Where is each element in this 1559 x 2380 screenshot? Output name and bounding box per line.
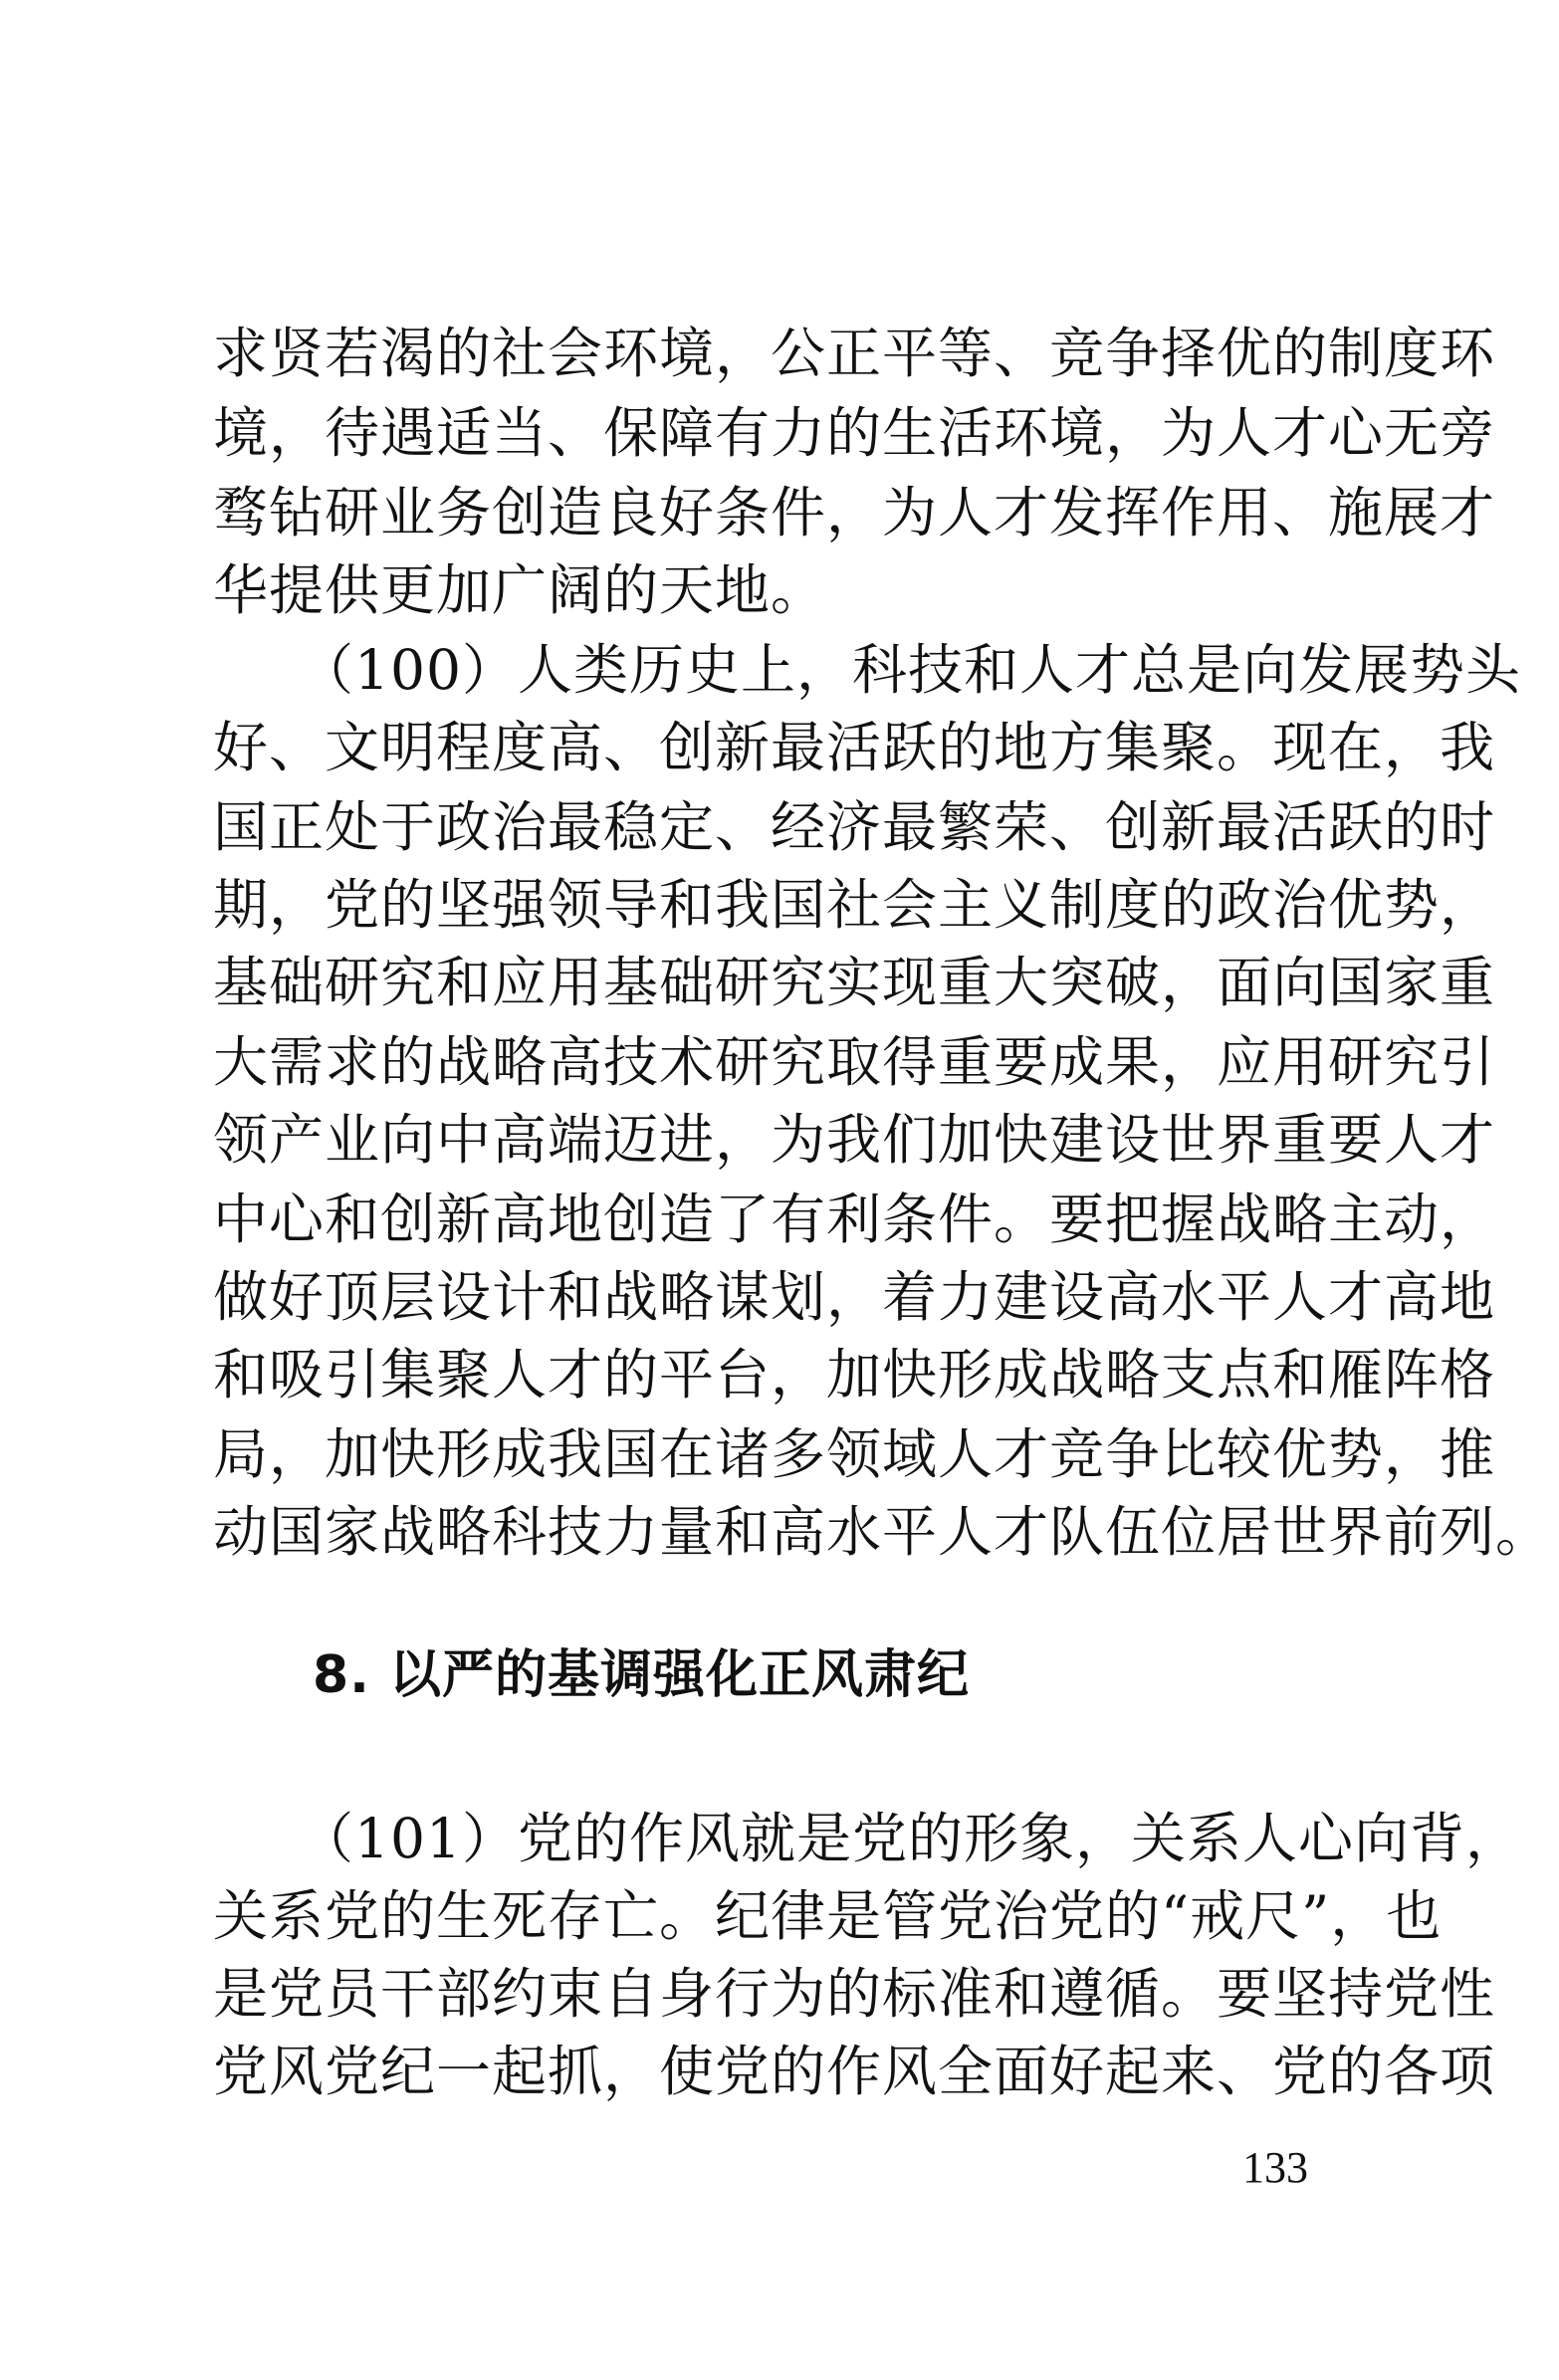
text-line: （101）党的作风就是党的形象，关系人心向背， (299, 1807, 1521, 1870)
text-line: 求贤若渴的社会环境，公正平等、竞争择优的制度环 (213, 322, 1496, 385)
text-line: 做好顶层设计和战略谋划，着力建设高水平人才高地 (213, 1265, 1496, 1329)
text-line: 动国家战略科技力量和高水平人才队伍位居世界前列。 (213, 1500, 1552, 1564)
text-line: 中心和创新高地创造了有利条件。要把握战略主动， (213, 1188, 1496, 1251)
page-number: 133 (1242, 2143, 1308, 2192)
text-line: 境，待遇适当、保障有力的生活环境，为人才心无旁 (213, 401, 1496, 465)
text-line: 党风党纪一起抓，使党的作风全面好起来、党的各项 (213, 2040, 1496, 2103)
text-line: 国正处于政治最稳定、经济最繁荣、创新最活跃的时 (213, 795, 1496, 859)
text-line: 好、文明程度高、创新最活跃的地方集聚。现在，我 (213, 716, 1496, 779)
text-line: 骛钻研业务创造良好条件，为人才发挥作用、施展才 (213, 481, 1496, 544)
text-line: 是党员干部约束自身行为的标准和遵循。要坚持党性 (213, 1962, 1496, 2026)
text-line: 华提供更加广阔的天地。 (213, 558, 827, 622)
text-line: 和吸引集聚人才的平台，加快形成战略支点和雁阵格 (213, 1343, 1496, 1406)
text-line: 期，党的坚强领导和我国社会主义制度的政治优势， (213, 873, 1496, 937)
text-line: （100）人类历史上，科技和人才总是向发展势头 (299, 638, 1521, 702)
text-line: 基础研究和应用基础研究实现重大突破，面向国家重 (213, 951, 1496, 1014)
section-heading: 8. 以严的基调强化正风肃纪 (313, 1645, 971, 1705)
text-line: 大需求的战略高技术研究取得重要成果，应用研究引 (213, 1030, 1496, 1094)
text-line: 局，加快形成我国在诸多领域人才竞争比较优势，推 (213, 1422, 1496, 1486)
text-line: 关系党的生死存亡。纪律是管党治党的“戒尺”，也 (213, 1884, 1443, 1948)
text-line: 领产业向中高端迈进，为我们加快建设世界重要人才 (213, 1108, 1496, 1172)
